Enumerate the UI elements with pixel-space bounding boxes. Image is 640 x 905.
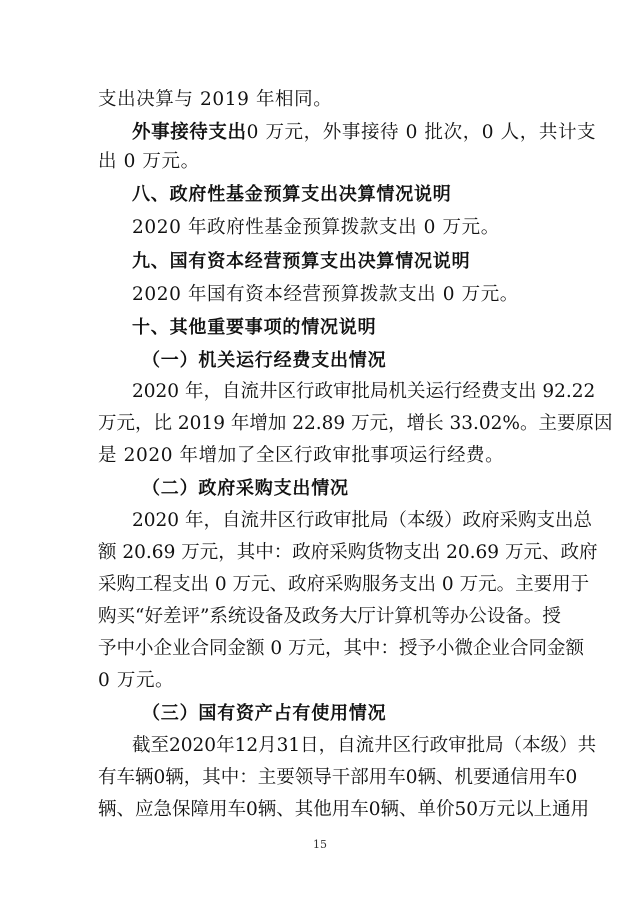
page-number: 15	[313, 838, 327, 851]
text-line: 截至2020年12月31日，自流井区行政审批局（本级）共	[132, 735, 597, 756]
text-line: 是 2020 年增加了全区行政审批事项运行经费。	[98, 445, 505, 466]
text-line: 支出决算与 2019 年相同。	[98, 89, 333, 110]
section-heading: 八、政府性基金预算支出决算情况说明	[132, 184, 452, 205]
text-line: 购买“好差评”系统设备及政务大厅计算机等办公设备。授	[98, 606, 561, 627]
text-line: 0 万元。	[98, 670, 175, 691]
text-line: 2020 年，自流井区行政审批局（本级）政府采购支出总	[132, 510, 592, 531]
text-line: 外事接待支出0 万元，外事接待 0 批次，0 人，共计支	[132, 122, 597, 143]
section-heading: 九、国有资本经营预算支出决算情况说明	[132, 251, 471, 272]
text-line: 额 20.69 万元，其中：政府采购货物支出 20.69 万元、政府	[98, 542, 598, 563]
section-heading: 十、其他重要事项的情况说明	[132, 317, 377, 338]
bold-label: 外事接待支出	[132, 122, 247, 143]
text-line: 2020 年政府性基金预算拨款支出 0 万元。	[132, 217, 500, 238]
subsection-heading: （二）政府采购支出情况	[142, 478, 349, 499]
text-line: 出 0 万元。	[98, 151, 200, 172]
text-line: 2020 年，自流井区行政审批局机关运行经费支出 92.22	[132, 381, 596, 402]
text-line: 万元，比 2019 年增加 22.89 万元，增长 33.02%。主要原因	[98, 413, 613, 434]
text-line: 2020 年国有资本经营预算拨款支出 0 万元。	[132, 284, 519, 305]
text-line: 采购工程支出 0 万元、政府采购服务支出 0 万元。主要用于	[98, 574, 590, 595]
text-line: 予中小企业合同金额 0 万元，其中：授予小微企业合同金额	[98, 638, 585, 659]
subsection-heading: （一）机关运行经费支出情况	[142, 350, 387, 371]
subsection-heading: （三）国有资产占有使用情况	[142, 703, 387, 724]
text-line: 有车辆0辆，其中：主要领导干部用车0辆、机要通信用车0	[98, 767, 578, 788]
text-line: 辆、应急保障用车0辆、其他用车0辆、单价50万元以上通用	[98, 799, 590, 820]
